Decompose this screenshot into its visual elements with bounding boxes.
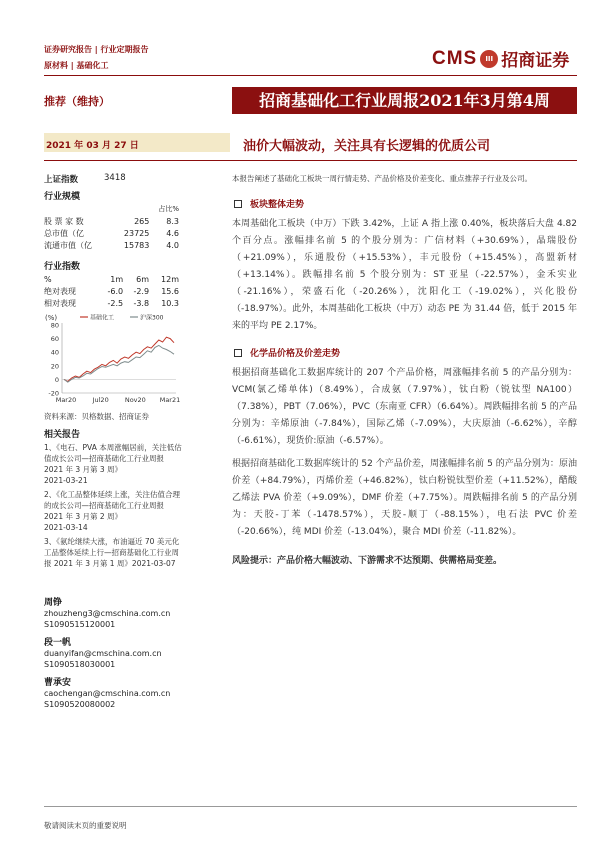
logo-cms-text: CMS bbox=[432, 47, 478, 69]
related-item[interactable]: 3、《氨纶继续大涨，布油逼近 70 美元化工品整体延续上行—招商基础化工行业周报 2021 年 3 月第 1 周》2021-03-07 bbox=[44, 537, 180, 568]
analyst-email[interactable]: duanyifan@cmschina.com.cn bbox=[44, 649, 162, 658]
report-sector: 原材料 | 基础化工 bbox=[44, 61, 109, 70]
analyst-name: 段一帆 bbox=[44, 638, 72, 648]
section-title: 化学品价格及价差走势 bbox=[250, 349, 341, 359]
related-item[interactable]: 1、《电石、PVA 本周涨幅居前，关注低估值成长公司—招商基础化工行业周报 2021 年 3 月第 3 周》 bbox=[44, 443, 182, 474]
analyst bbox=[44, 595, 230, 630]
section-paragraph: 根据招商基础化工数据库统计的 207 个产品价格，周涨幅排名前 5 的产品分别为：VCM(氯乙烯单体)（8.49%），合成氨（7.97%），钛白粉（锐钛型 NA100）（7.38%），PBT（7.06%），PVC（东南亚 CFR）（6.64%）。周跌幅排名前 5 的产品分别为：辛烯原油（-7.84%），国际乙烯（-7.09%），大庆原油（-6.62%），辛醇（-6.61%），现货价:原油（-6.57%）。 bbox=[232, 368, 577, 446]
perf-col-header: % bbox=[44, 274, 52, 284]
related-list bbox=[44, 442, 184, 569]
scale-row-pct: 8.3 bbox=[166, 216, 179, 226]
x-tick-label: Jul20 bbox=[92, 396, 109, 404]
y-tick-label: 40 bbox=[50, 348, 59, 357]
perf-table bbox=[44, 273, 179, 309]
sidebar bbox=[44, 173, 230, 710]
index-value: 3418 bbox=[104, 173, 126, 183]
analyst-email[interactable]: zhouzheng3@cmschina.com.cn bbox=[44, 609, 171, 618]
section-paragraph: 本周基础化工板块（中万）下跌 3.42%，上证 A 指上涨 0.40%，板块落后大盘 4.82 个百分点。涨幅排名前 5 的个股分别为：广信材料（+30.69%），晶瑞股份（+21.09%），乐通股份（+15.53%），丰元股份（+15.45%），高盟新材（+13.14%）。跌幅排名前 5 个股分别为：ST 亚星（-22.57%），金禾实业（-21.16%），荣盛石化（-20.26%），沈阳化工（-19.02%），兴化股份（-18.97%）。此外，本周基础化工板块（中万）动态 PE 为 31.44 倍，低于 2015 年来的平均 PE 2.17%。 bbox=[232, 219, 577, 331]
analyst-id: S1090518030001 bbox=[44, 660, 116, 669]
analyst-id: S1090520080002 bbox=[44, 700, 116, 709]
risk-warning: 风险提示：产品价格大幅波动、下游需求不达预期、供需格局变差。 bbox=[232, 556, 503, 566]
footer-rule bbox=[44, 806, 577, 807]
scale-row-label: 流通市值（亿 bbox=[44, 240, 92, 250]
scale-row-label: 股 票 家 数 bbox=[44, 216, 84, 226]
section-heading bbox=[232, 346, 577, 359]
related-item-date: 2021-03-21 bbox=[44, 476, 88, 485]
legend-label: 沪深300 bbox=[140, 314, 164, 322]
perf-title: 行业指数 bbox=[44, 262, 81, 272]
analyst-email[interactable]: caochengan@cmschina.com.cn bbox=[44, 689, 171, 698]
y-tick-label: 60 bbox=[50, 335, 59, 344]
perf-col-header: 6m bbox=[136, 274, 150, 284]
analyst-list bbox=[44, 595, 230, 710]
scale-row-value: 23725 bbox=[123, 228, 150, 238]
perf-col-header: 12m bbox=[161, 274, 179, 284]
index-row bbox=[44, 173, 230, 186]
perf-cell: -6.0 bbox=[107, 286, 124, 296]
scale-row-value: 15783 bbox=[123, 240, 150, 250]
y-tick-label: -20 bbox=[48, 389, 59, 398]
report-category: 证券研究报告 | 行业定期报告 bbox=[44, 45, 149, 54]
performance-chart bbox=[44, 311, 184, 411]
section-heading bbox=[232, 197, 577, 210]
analyst bbox=[44, 635, 230, 670]
perf-row-label: 相对表现 bbox=[44, 298, 76, 308]
perf-row bbox=[44, 297, 179, 309]
report-title: 招商基础化工行业周报2021年3月第4周 bbox=[232, 87, 577, 114]
x-tick-label: Mar20 bbox=[55, 396, 77, 404]
main-body bbox=[232, 173, 577, 566]
subtitle-rule bbox=[44, 160, 577, 161]
perf-cell: -3.8 bbox=[133, 298, 150, 308]
scale-row-pct: 4.0 bbox=[166, 240, 179, 250]
checkbox-icon bbox=[234, 349, 242, 357]
scale-row bbox=[44, 215, 179, 227]
perf-row bbox=[44, 285, 179, 297]
report-date: 2021 年 03 月 27 日 bbox=[46, 141, 139, 151]
y-tick-label: 0 bbox=[54, 375, 59, 384]
checkbox-icon bbox=[234, 200, 242, 208]
broker-logo bbox=[432, 46, 569, 71]
chart-ylabel: (%) bbox=[45, 314, 58, 322]
scale-row-label: 总市值（亿 bbox=[44, 228, 84, 238]
header-rule bbox=[44, 75, 577, 76]
legend-label: 基础化工 bbox=[90, 314, 115, 322]
perf-cell: 10.3 bbox=[161, 298, 179, 308]
logo-broker-name: 招商证券 bbox=[501, 51, 570, 71]
section-title: 板块整体走势 bbox=[250, 200, 305, 210]
scale-col-header: 占比% bbox=[158, 205, 179, 213]
scale-title: 行业规模 bbox=[44, 192, 81, 202]
y-tick-label: 20 bbox=[50, 362, 59, 371]
x-tick-label: Nov20 bbox=[124, 396, 146, 404]
perf-row-label: 绝对表现 bbox=[44, 286, 76, 296]
analyst-name: 周铮 bbox=[44, 598, 63, 608]
report-subtitle: 油价大幅波动，关注具有长逻辑的优质公司 bbox=[243, 139, 491, 154]
perf-cell: 15.6 bbox=[161, 286, 179, 296]
related-title: 相关报告 bbox=[44, 430, 81, 440]
footer-note: 敬请阅读末页的重要说明 bbox=[44, 821, 127, 830]
y-tick-label: 80 bbox=[50, 321, 59, 330]
scale-row-pct: 4.6 bbox=[166, 228, 179, 238]
logo-emblem-icon: III bbox=[480, 50, 498, 68]
section-paragraph: 根据招商基础化工数据库统计的 52 个产品价差，周涨幅排名前 5 的产品分别为：原油价差（+84.79%），丙烯价差（+46.82%），钛白粉锐钛型价差（+11.52%），醋酸乙烯法 PVA 价差（+9.09%），DMF 价差（+7.75%）。周跌幅排名前 5 的产品分别为：天胶-丁苯（-1478.57%），天胶-顺丁（-88.15%），电石法 PVC 价差（-20.66%），纯 MDI 价差（-13.04%），聚合 MDI 价差（-11.82%）。 bbox=[232, 459, 577, 537]
analyst-name: 曹承安 bbox=[44, 678, 72, 688]
series-line bbox=[64, 337, 174, 381]
perf-cell: -2.9 bbox=[133, 286, 150, 296]
scale-row bbox=[44, 227, 179, 239]
date-box bbox=[44, 133, 230, 152]
analyst bbox=[44, 675, 230, 710]
chart-source: 资料来源：贝格数据、招商证券 bbox=[44, 412, 149, 421]
scale-table bbox=[44, 203, 179, 251]
perf-cell: -2.5 bbox=[107, 298, 124, 308]
x-tick-label: Mar21 bbox=[159, 396, 181, 404]
scale-row bbox=[44, 239, 179, 251]
intro: 本报告阐述了基础化工板块一周行情走势、产品价格及价差变化、重点推荐子行业及公司。 bbox=[232, 174, 532, 183]
perf-col-header: 1m bbox=[110, 274, 124, 284]
analyst-id: S1090515120001 bbox=[44, 620, 116, 629]
scale-row-value: 265 bbox=[134, 216, 150, 226]
index-label: 上证指数 bbox=[44, 175, 79, 185]
related-item-date: 2021-03-14 bbox=[44, 523, 88, 532]
related-item[interactable]: 2、《化工品整体延续上涨，关注估值合理的成长公司—招商基础化工行业周报 2021 年 3 月第 2 周》 bbox=[44, 490, 181, 521]
rating: 推荐（维持） bbox=[44, 95, 110, 108]
